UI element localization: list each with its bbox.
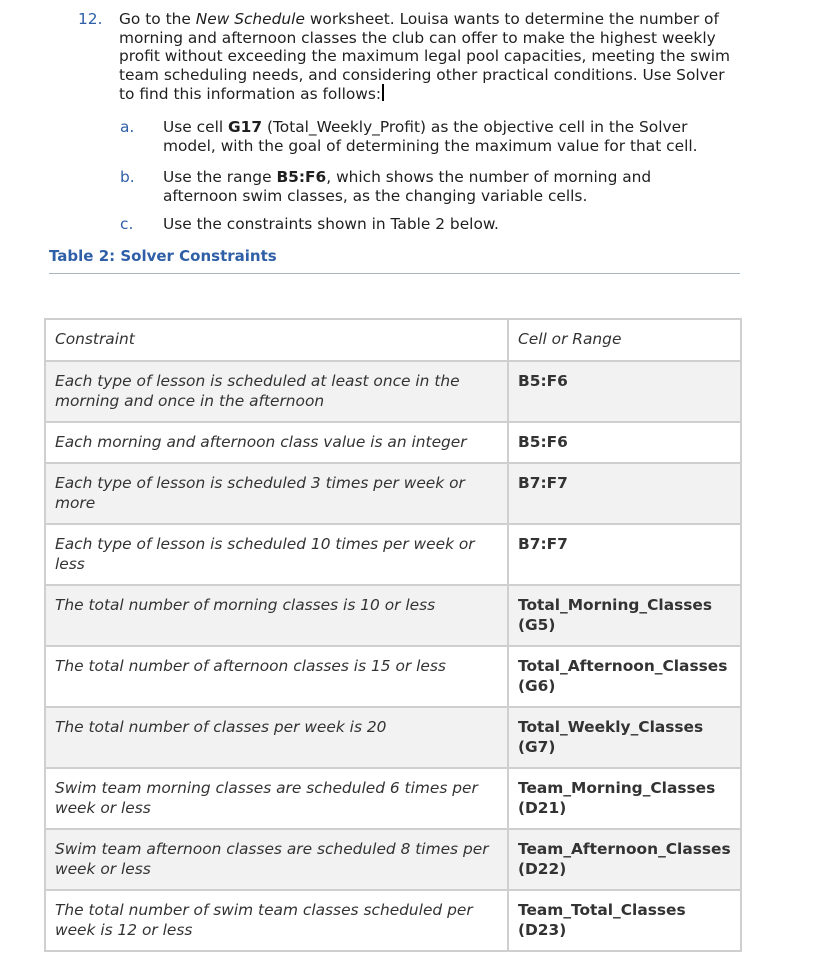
table-caption: Table 2: Solver Constraints — [49, 247, 277, 265]
range-cell: B5:F6 — [508, 422, 741, 463]
range-reference: B5:F6 — [276, 168, 327, 186]
substep-letter: c. — [120, 215, 134, 233]
substep-letter: a. — [120, 118, 135, 136]
range-cell: B7:F7 — [508, 463, 741, 524]
constraint-cell: Each type of lesson is scheduled at least once in the morning and once in the afternoon — [45, 361, 508, 422]
constraint-cell: Each type of lesson is scheduled 3 times per week or more — [45, 463, 508, 524]
step-text — [119, 10, 738, 104]
constraint-cell: Swim team afternoon classes are scheduled 8 times per week or less — [45, 829, 508, 890]
constraint-cell: The total number of classes per week is 20 — [45, 707, 508, 768]
table-row — [45, 524, 741, 585]
text-cursor — [382, 84, 384, 101]
constraint-cell: Each morning and afternoon class value is an integer — [45, 422, 508, 463]
range-cell: Team_Total_Classes (D23) — [508, 890, 741, 951]
substep-a — [120, 118, 720, 155]
constraint-cell: The total number of swim team classes scheduled per week is 12 or less — [45, 890, 508, 951]
step-number: 12. — [78, 10, 103, 28]
substep-letter: b. — [120, 168, 135, 186]
table-row — [45, 768, 741, 829]
substep-text-post: , which shows the number of morning and afternoon swim classes, as the changing variable cells. — [163, 168, 652, 205]
header-constraint: Constraint — [45, 319, 508, 361]
table-row — [45, 829, 741, 890]
substep-text — [163, 168, 720, 205]
range-cell: Total_Weekly_Classes (G7) — [508, 707, 741, 768]
header-cell-or-range: Cell or Range — [508, 319, 741, 361]
substep-text — [163, 215, 720, 234]
substep-text-pre: Use the constraints shown in Table 2 below. — [163, 215, 499, 233]
instruction-step — [78, 10, 738, 104]
constraint-cell: Swim team morning classes are scheduled 6 times per week or less — [45, 768, 508, 829]
table-row — [45, 422, 741, 463]
range-cell: Team_Morning_Classes (D21) — [508, 768, 741, 829]
range-cell: Total_Morning_Classes (G5) — [508, 585, 741, 646]
substep-b — [120, 168, 720, 205]
table-row — [45, 361, 741, 422]
range-cell: Total_Afternoon_Classes (G6) — [508, 646, 741, 707]
substep-c — [120, 215, 720, 234]
constraint-cell: Each type of lesson is scheduled 10 times per week or less — [45, 524, 508, 585]
substep-text-pre: Use the range — [163, 168, 277, 186]
table-row — [45, 890, 741, 951]
substep-text-post: (Total_Weekly_Profit) as the objective cell in the Solver model, with the goal of determining the maximum value for that cell. — [163, 118, 698, 155]
step-text-end: worksheet. Louisa wants to determine the number of morning and afternoon classes the club can offer to make the highest weekly profit without exceeding the maximum legal pool capacities, meeting the swim team scheduling needs, and considering other practical conditions. Use Solver to find this information as follows: — [119, 10, 731, 104]
cell-reference: G17 — [228, 118, 263, 136]
table-row — [45, 707, 741, 768]
table-row — [45, 585, 741, 646]
range-cell: Team_Afternoon_Classes (D22) — [508, 829, 741, 890]
constraint-cell: The total number of morning classes is 10 or less — [45, 585, 508, 646]
caption-divider — [49, 273, 740, 274]
table-header-row — [45, 319, 741, 361]
step-text-start: Go to the — [119, 10, 196, 28]
range-cell: B7:F7 — [508, 524, 741, 585]
solver-constraints-table — [44, 318, 742, 952]
table-row — [45, 463, 741, 524]
worksheet-name: New Schedule — [195, 10, 305, 28]
substep-text — [163, 118, 720, 155]
substep-text-pre: Use cell — [163, 118, 229, 136]
table-row — [45, 646, 741, 707]
range-cell: B5:F6 — [508, 361, 741, 422]
constraint-cell: The total number of afternoon classes is 15 or less — [45, 646, 508, 707]
